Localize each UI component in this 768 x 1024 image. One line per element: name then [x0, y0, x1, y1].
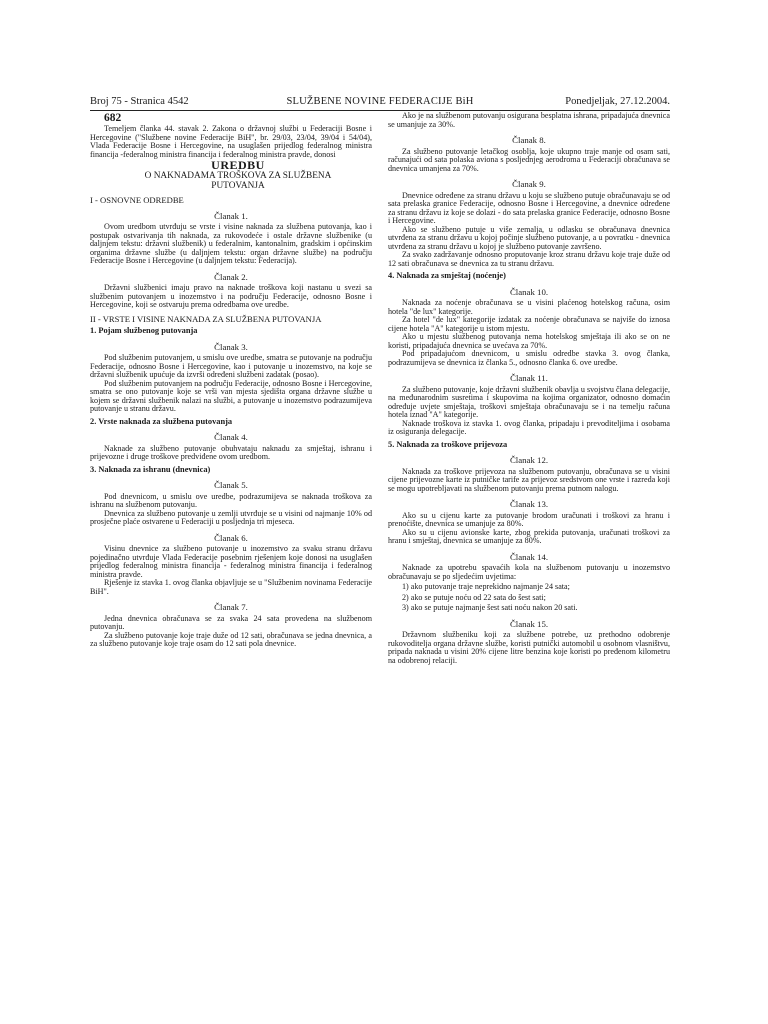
subsection-heading: 3. Naknada za ishranu (dnevnica) — [90, 464, 211, 474]
article-heading: Članak 6. — [214, 532, 248, 543]
page-header — [90, 96, 670, 110]
paragraph: Državnom službeniku koji za službene potrebe, uz prethodno odobrenje rukovoditelja organa državne službe, koristi putnički automobil u osobnom vlasništvu, pripada naknada u visini 20% cijene litre benzina koje koristi po pređenom kilometru na odobrenoj relaciji. — [388, 630, 670, 665]
publication-title: SLUŽBENE NOVINE FEDERACIJE BiH — [286, 96, 474, 107]
paragraph: Dnevnice određene za stranu državu u koju se službeno putuje obračunavaju se od sata prelaska granice Federacije, odnosno Bosne i Hercegovine, a dnevnice određene za stranu državu iz koje se dolazi - do sata prelaska granice Federacije, odnosno Bosne i Hercegovine. — [388, 190, 670, 225]
paragraph: Naknade za službeno putovanje obuhvataju naknadu za smještaj, ishranu i prijevozne i druge troškove predviđene ovom uredbom. — [90, 443, 372, 461]
paragraph: Jedna dnevnica obračunava se za svaka 24 sata provedena na službenom putovanju. — [90, 613, 372, 631]
preamble: Temeljem članka 44. stavak 2. Zakona o državnoj službi u Federaciji Bosne i Hercegovine ("Službene novine Federacije BiH", br. 29/03, 23/04, 39/04 i 54/04), Vlada Federacije Bosne i Hercegovine, na usuglašen prijedlog federalnog ministra financija -federalnog ministra financija i federalnog ministra pravde, donosi — [90, 124, 372, 159]
document-title: UREDBU — [211, 158, 265, 172]
article-heading: Članak 9. — [512, 179, 546, 189]
paragraph: Ovom uredbom utvrđuju se vrste i visine naknada za službena putovanja, kao i postupak ostvarivanja tih naknada, za rukovodeće i ostale državne službenike (u daljnjem tekstu: državni službenik) u federalnim, kantonalnim, gradskim i općinskim organima državne službe (u daljnjem tekstu: organ državne službe) na području Federacije Bosne i Hercegovine (u daljnjem tekstu: Federacija). — [90, 222, 372, 265]
article-heading: Članak 11. — [510, 373, 548, 383]
paragraph: Naknade za upotrebu spavaćih kola na službenom putovanju u inozemstvo obračunavaju se po sljedećim uvjetima: — [388, 563, 670, 581]
list-item: 2) ako se putuje noću od 22 sata do šest sati; — [402, 592, 546, 602]
list-item: 3) ako se putuje najmanje šest sati noću nakon 20 sati. — [402, 603, 578, 612]
issue-date: Ponedjeljak, 27.12.2004. — [565, 96, 670, 107]
paragraph: Naknade troškova iz stavka 1. ovog članka, pripadaju i prevoditeljima i osobama iz osiguranja delegacije. — [388, 418, 670, 436]
article-heading: Članak 4. — [214, 432, 248, 442]
subsection-heading: 2. Vrste naknada za službena putovanja — [90, 416, 233, 426]
paragraph: Rješenje iz stavka 1. ovog članka objavljuje se u "Službenim novinama Federacije BiH". — [90, 578, 372, 596]
paragraph: Za službeno putovanje letačkog osoblja, koje ukupno traje manje od osam sati, računajući od sata polaska aviona s posljednjeg aerodroma u Federaciji obračunava se dnevnica umanjena za 70%. — [388, 146, 670, 173]
paragraph: Pod dnevnicom, u smislu ove uredbe, podrazumijeva se naknada troškova za ishranu na službenom putovanju. — [90, 491, 372, 509]
article-heading: Članak 5. — [214, 480, 248, 490]
article-heading: Članak 12. — [509, 455, 549, 465]
subsection-heading: 1. Pojam službenog putovanja — [90, 326, 198, 335]
paragraph: Ako je na službenom putovanju osigurana besplatna ishrana, pripadajuća dnevnica se umanjuje za 30%. — [388, 111, 670, 129]
left-column — [90, 112, 372, 649]
paragraph: Ako su u cijenu karte za putovanje brodom uračunati i troškovi za hranu i prenoćište, dnevnica se umanjuje za 80%. — [388, 510, 670, 528]
document-subtitle-line-2: PUTOVANJA — [211, 181, 265, 191]
article-heading: Članak 7. — [214, 602, 248, 612]
article-heading: Članak 3. — [214, 341, 248, 352]
paragraph: Pod pripadajućom dnevnicom, u smislu odredbe stavka 3. ovog članka, podrazumijeva se dnevnica iz članka 5., odnosno članka 6. ove uredbe. — [388, 349, 670, 367]
paragraph: Za službeno putovanje koje traje duže od 12 sati, obračunava se jedna dnevnica, a za službeno putovanje koje traje osam do 12 sati pola dnevnice. — [90, 630, 372, 648]
subsection-heading: 5. Naknada za troškove prijevoza — [388, 439, 508, 449]
section-heading: I - OSNOVNE ODREDBE — [90, 195, 184, 205]
paragraph: Za službeno putovanje, koje državni službenik obavlja u svojstvu člana delegacije, na međunarodnim susretima i skupovima na kojima organizator, odnosno domaćin određuje uvjete smještaja, troškovi smještaja obračunavaju se i na temelju računa hotela iznad "A" kategorije. — [388, 384, 670, 419]
paragraph: Pod službenim putovanjem na području Federacije, odnosno Bosne i Hercegovine, smatra se ono putovanje koje se vrši van mjesta sjedišta organa državne službe u kojem se državni službenik nalazi na službi, a putovanje u inozemstvo podrazumijeva putovanje u stranu državu. — [90, 378, 372, 413]
article-heading: Članak 10. — [509, 286, 549, 297]
paragraph: Dnevnica za službeno putovanje u zemlji utvrđuje se u visini od najmanje 10% od prosječne plaće ostvarene u Federaciji u posljednja tri mjeseca. — [90, 508, 372, 526]
paragraph: Visinu dnevnice za službeno putovanje u inozemstvo za svaku stranu državu pojedinačno utvrđuje Vlada Federacije posebnim rješenjem koje donosi na usuglašen prijedlog federalnog ministra financija - federalnog ministra financija i federalnog ministra pravde. — [90, 544, 372, 579]
right-column — [388, 112, 670, 665]
article-heading: Članak 14. — [509, 551, 549, 562]
subsection-heading: 4. Naknada za smještaj (noćenje) — [388, 271, 506, 280]
paragraph: Naknada za troškove prijevoza na službenom putovanju, obračunava se u visini cijene prijevozne karte iz putničke tarife za prijevoz sredstvom one vrste i razreda koji se mogu upotrebljavati na službenom putovanju prema putnom nalogu. — [388, 466, 670, 493]
paragraph: Ako su u cijenu avionske karte, zbog prekida putovanja, uračunati troškovi za hranu i smještaj, dnevnica se umanjuje za 80%. — [388, 527, 670, 545]
article-heading: Članak 15. — [509, 618, 549, 629]
paragraph: Ako se službeno putuje u više zemalja, u odlasku se obračunava dnevnica utvrđena za stranu državu u kojoj počinje službeno putovanje, a u povratku - dnevnica utvrđena za stranu državu u kojoj je službeno putovanje završeno. — [388, 224, 670, 251]
issue-page-number: Broj 75 - Stranica 4542 — [90, 96, 189, 107]
article-heading: Članak 2. — [214, 271, 248, 282]
document-subtitle-line-1: O NAKNADAMA TROŠKOVA ZA SLUŽBENA — [144, 171, 332, 181]
article-heading: Članak 8. — [512, 135, 546, 145]
paragraph: Naknada za noćenje obračunava se u visini plaćenog hotelskog računa, osim hotela "de lux" kategorije. — [388, 298, 670, 316]
paragraph: Za hotel "de lux" kategorije izdatak za noćenje obračunava se najviše do iznosa cijene hotela "A" kategorije u istom mjestu. — [388, 315, 670, 333]
list-item: 1) ako putovanje traje neprekidno najmanje 24 sata; — [402, 582, 570, 591]
paragraph: Za svako zadržavanje odnosno proputovanje kroz stranu državu koje traje duže od 12 sati obračunava se dnevnica za tu stranu državu. — [388, 250, 670, 268]
paragraph: Ako u mjestu službenog putovanja nema hotelskog smještaja ili ako se on ne koristi, pripadajuća dnevnica se uvećava za 70%. — [388, 332, 670, 350]
article-heading: Članak 13. — [509, 499, 549, 509]
paragraph: Pod službenim putovanjem, u smislu ove uredbe, smatra se putovanje na području Federacije, odnosno Bosne i Hercegovine, kao i putovanje u inozemstvo, na koje se državni službenik upućuje da izvrši određeni službeni zadatak (posao). — [90, 353, 372, 379]
article-heading: Članak 1. — [214, 210, 248, 221]
paragraph: Državni službenici imaju pravo na naknade troškova koji nastanu u svezi sa službenim putovanjem u inozemstvo i na području Federacije, odnosno Bosne i Hercegovine, koji se ostvaruju prema odredbama ove uredbe. — [90, 283, 372, 309]
document-number: 682 — [104, 112, 122, 124]
section-heading: II - VRSTE I VISINE NAKNADA ZA SLUŽBENA PUTOVANJA — [90, 313, 322, 324]
